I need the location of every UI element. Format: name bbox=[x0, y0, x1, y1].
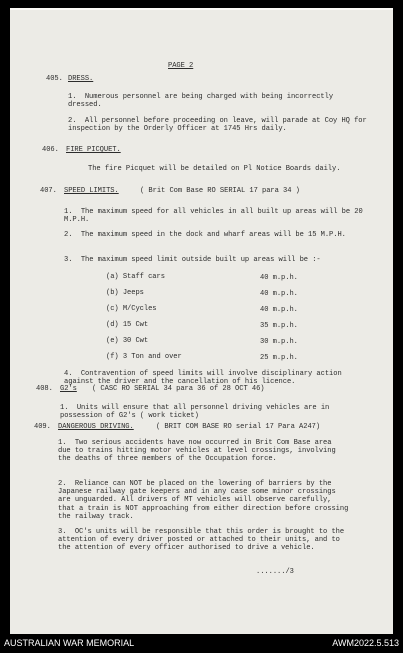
section-407-closing: 4. Contravention of speed limits will involve disciplinary action against the driver and the cancellation of his licence. bbox=[64, 370, 346, 387]
section-405-number: 405. bbox=[46, 75, 63, 83]
page-header: PAGE 2 bbox=[168, 62, 194, 70]
section-406-heading: FIRE PICQUET. bbox=[66, 146, 121, 154]
footer-institution: AUSTRALIAN WAR MEMORIAL bbox=[4, 638, 135, 648]
section-406-para-1: The fire Picquet will be detailed on Pl Notice Boards daily. bbox=[88, 165, 341, 173]
speed-table-vehicle: (b) Jeeps bbox=[106, 289, 144, 297]
section-408-number: 408. bbox=[36, 385, 53, 393]
section-407-para-1: 1. The maximum speed for all vehicles in all built up areas will be 20 M.P.H. bbox=[64, 208, 367, 225]
speed-table-vehicle: (e) 30 Cwt bbox=[106, 337, 149, 345]
speed-table-vehicle: (c) M/Cycles bbox=[106, 305, 157, 313]
speed-table-vehicle: (d) 15 Cwt bbox=[106, 321, 149, 329]
section-406-number: 406. bbox=[42, 146, 59, 154]
speed-table-limit: 25 m.p.h. bbox=[260, 354, 298, 362]
section-407-reference: ( Brit Com Base RO SERIAL 17 para 34 ) bbox=[140, 187, 300, 195]
section-408-heading: G2's bbox=[60, 385, 77, 393]
footer-accession-number: AWM2022.5.513 bbox=[332, 638, 399, 648]
section-409-para-1: 1. Two serious accidents have now occurred in Brit Com Base area due to trains hitting motor vehicles at level crossings, involving the deaths of three members of the Occupation force. bbox=[58, 439, 340, 464]
archive-footer bbox=[0, 634, 403, 653]
speed-table-limit: 40 m.p.h. bbox=[260, 290, 298, 298]
section-407-number: 407. bbox=[40, 187, 57, 195]
section-409-reference: ( BRIT COM BASE RO serial 17 Para A247) bbox=[156, 423, 321, 431]
section-405-para-2: 2. All personnel before proceeding on leave, will parade at Coy HQ for inspection by the Orderly Officer at 1745 Hrs daily. bbox=[68, 117, 371, 134]
page-continuation: ......./3 bbox=[256, 568, 294, 576]
document-page bbox=[10, 8, 393, 636]
section-405-heading: DRESS. bbox=[68, 75, 94, 83]
section-409-heading: DANGEROUS DRIVING. bbox=[58, 423, 134, 431]
section-407-para-3: 3. The maximum speed limit outside built up areas will be :- bbox=[64, 256, 321, 264]
section-408-reference: ( CASC RO SERIAL 34 para 36 of 28 OCT 46) bbox=[92, 385, 265, 393]
speed-table-limit: 35 m.p.h. bbox=[260, 322, 298, 330]
speed-table-limit: 40 m.p.h. bbox=[260, 306, 298, 314]
speed-table-vehicle: (f) 3 Ton and over bbox=[106, 353, 182, 361]
section-409-para-2: 2. Reliance can NOT be placed on the lowering of barriers by the Japanese railway gate keepers and in any case some minor crossings are unguarded. All drivers of MT vehicles will observe carefully, that a train is NOT approaching from either direction before crossing the railway track. bbox=[58, 480, 353, 521]
section-405-para-1: 1. Numerous personnel are being charged with being incorrectly dressed. bbox=[68, 93, 338, 110]
section-407-para-2: 2. The maximum speed in the dock and wharf areas will be 15 M.P.H. bbox=[64, 231, 346, 239]
section-409-para-3: 3. OC's units will be responsible that this order is brought to the attention of every driver posted or attached to their units, and to the attention of every officer authorised to drive a vehicle. bbox=[58, 528, 349, 553]
speed-table-limit: 30 m.p.h. bbox=[260, 338, 298, 346]
section-409-number: 409. bbox=[34, 423, 51, 431]
section-408-para-1: 1. Units will ensure that all personnel driving vehicles are in possession of G2's ( work ticket) bbox=[60, 404, 334, 421]
section-407-heading: SPEED LIMITS. bbox=[64, 187, 119, 195]
speed-table-vehicle: (a) Staff cars bbox=[106, 273, 165, 281]
speed-table-limit: 40 m.p.h. bbox=[260, 274, 298, 282]
